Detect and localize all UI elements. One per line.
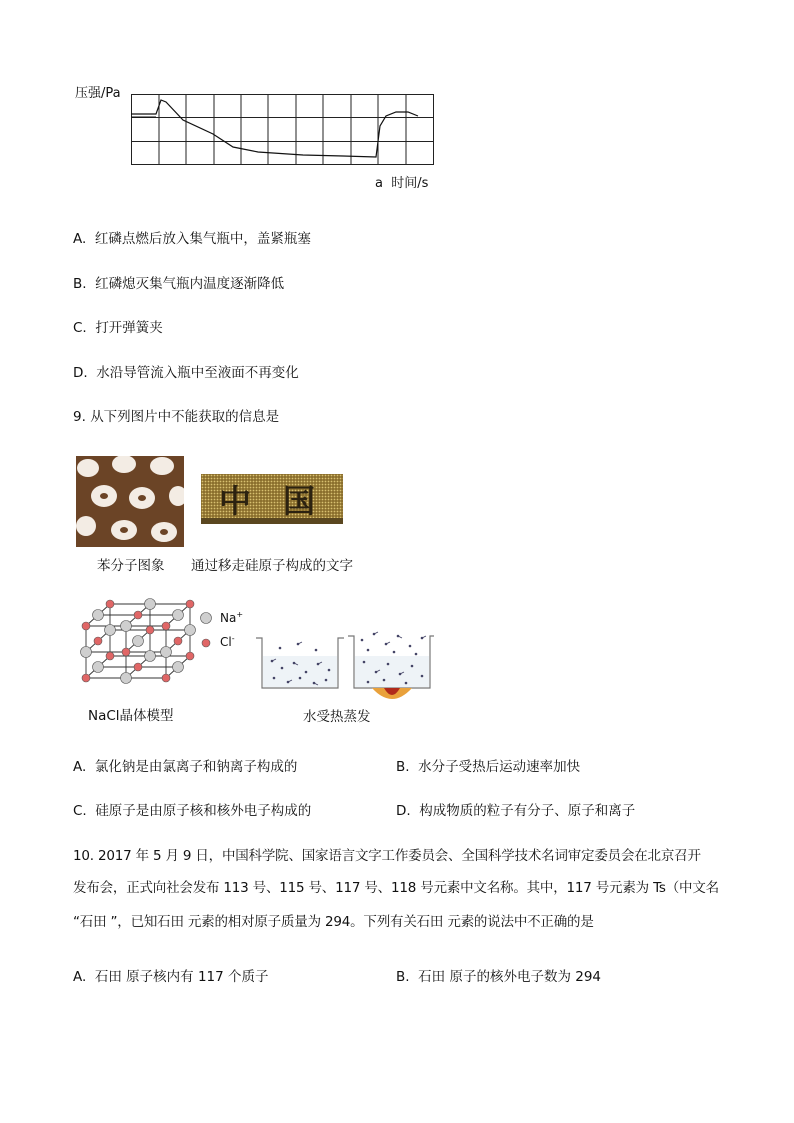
benzene-molecule-image xyxy=(76,456,184,547)
silicon-atoms-image xyxy=(201,474,343,524)
pressure-time-graph xyxy=(128,92,438,168)
nacl-crystal-model xyxy=(78,596,198,700)
q8-option-c: C. 打开弹簧夹 xyxy=(73,320,163,336)
graph-y-axis-label: 压强/Pa xyxy=(75,86,121,101)
q8-option-d: D. 水沿导管流入瓶中至液面不再变化 xyxy=(73,365,299,381)
na-legend-ball xyxy=(199,611,213,625)
silicon-char-guo: 国 xyxy=(283,482,316,520)
benzene-caption: 苯分子图象 xyxy=(97,558,165,574)
pressure-curve xyxy=(131,100,418,157)
q9-option-b: B. 水分子受热后运动速率加快 xyxy=(396,759,581,775)
water-evaporation-image xyxy=(254,628,434,704)
na-legend-label: Na+ xyxy=(220,610,244,625)
nacl-caption: NaCl晶体模型 xyxy=(88,708,174,724)
cl-legend-label: Cl- xyxy=(220,634,235,649)
q10-stem-line3: “石田 ”，已知石田 元素的相对原子质量为 294。下列有关石田 元素的说法中不正确的是 xyxy=(73,914,594,930)
q10-stem-line2: 发布会，正式向社会发布 113 号、115 号、117 号、118 号元素中文名称。其中，117 号元素为 Ts（中文名 xyxy=(73,880,719,896)
q9-option-d: D. 构成物质的粒子有分子、原子和离子 xyxy=(396,803,636,819)
q9-option-c: C. 硅原子是由原子核和核外电子构成的 xyxy=(73,803,312,819)
q10-stem-line1: 10. 2017 年 5 月 9 日，中国科学院、国家语言文字工作委员会、全国科学技术名词审定委员会在北京召开 xyxy=(73,848,701,864)
silicon-caption: 通过移走硅原子构成的文字 xyxy=(191,558,353,574)
q10-option-a: A. 石田 原子核内有 117 个质子 xyxy=(73,969,269,985)
q10-option-b: B. 石田 原子的核外电子数为 294 xyxy=(396,969,602,985)
water-caption: 水受热蒸发 xyxy=(303,709,371,725)
q8-option-b: B. 红磷熄灭集气瓶内温度逐渐降低 xyxy=(73,276,285,292)
q9-option-a: A. 氯化钠是由氯离子和钠离子构成的 xyxy=(73,759,298,775)
silicon-char-zhong: 中 xyxy=(219,482,252,520)
cl-legend-ball xyxy=(200,637,212,649)
graph-x-axis-label: 时间/s xyxy=(391,176,429,191)
q8-option-a: A. 红磷点燃后放入集气瓶中，盖紧瓶塞 xyxy=(73,231,311,247)
q9-stem: 9. 从下列图片中不能获取的信息是 xyxy=(73,409,280,425)
graph-point-a: a xyxy=(375,176,383,191)
